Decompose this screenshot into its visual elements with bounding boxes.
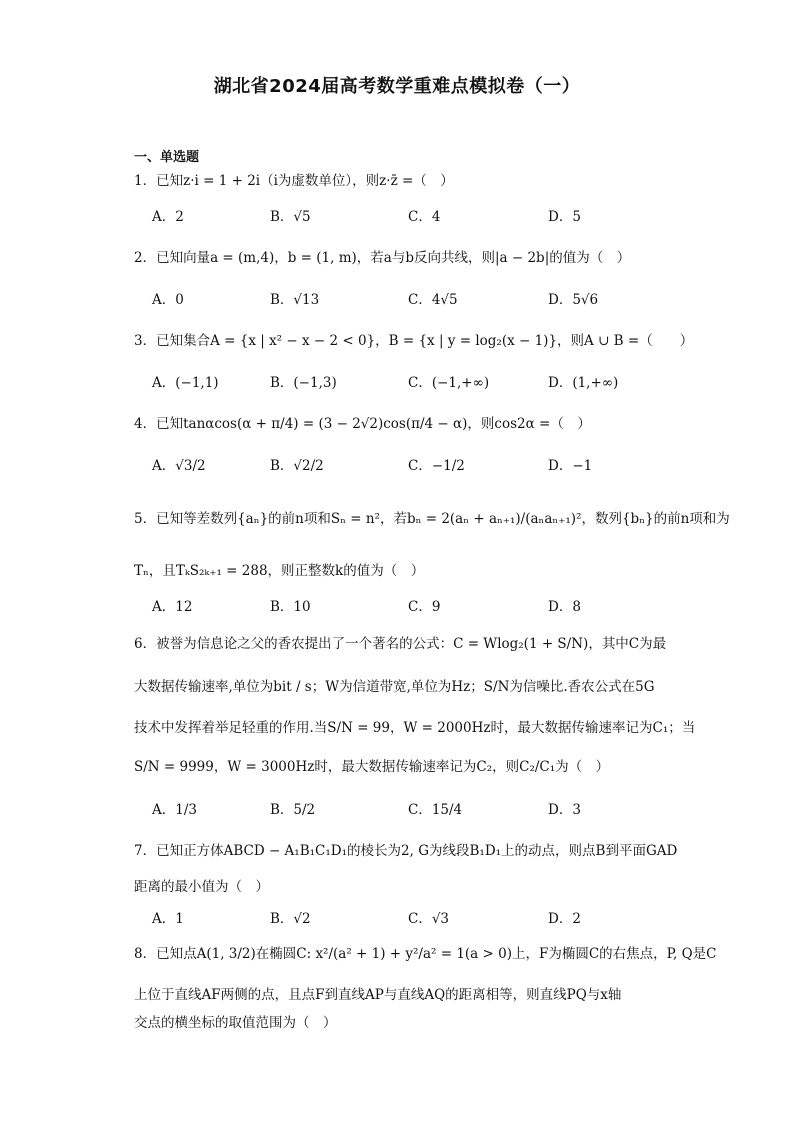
question-8-line-2: 上位于直线AF两侧的点，且点F到直线AP与直线AQ的距离相等，则直线PQ与x轴	[134, 987, 622, 1003]
question-5-line-2: Tₙ，且TₖS₂ₖ₊₁ = 288，则正整数k的值为（ ）	[134, 563, 425, 579]
question-2: 2．已知向量a = (m,4)，b = (1, m)，若a与b反向共线，则|a − 2b|的值为（ ）	[134, 250, 631, 266]
option-a[interactable]: A．1	[152, 911, 184, 927]
option-d[interactable]: D．2	[548, 911, 581, 927]
question-8-line-1: 8．已知点A(1, 3/2)在椭圆C: x²/(a² + 1) + y²/a² = 1(a > 0)上，F为椭圆C的右焦点，P, Q是C	[134, 946, 717, 962]
option-a[interactable]: A．√3/2	[152, 458, 206, 474]
option-c[interactable]: C．4	[408, 209, 441, 225]
question-7-options	[152, 909, 672, 935]
question-7-line-2: 距离的最小值为（ ）	[134, 879, 269, 895]
question-8-line-3: 交点的横坐标的取值范围为（ ）	[134, 1015, 337, 1031]
section-heading: 一、单选题	[134, 150, 200, 165]
option-b[interactable]: B．5/2	[270, 802, 316, 818]
question-5-line-1: 5．已知等差数列{aₙ}的前n项和Sₙ = n²，若bₙ = 2(aₙ + aₙ₊₁)/(aₙaₙ₊₁)²，数列{bₙ}的前n项和为	[134, 511, 730, 527]
question-6-line-1: 6．被誉为信息论之父的香农提出了一个著名的公式：C = Wlog₂(1 + S/N)，其中C为最	[134, 636, 667, 652]
option-a[interactable]: A．12	[152, 599, 193, 615]
question-2-options	[152, 290, 672, 316]
option-b[interactable]: B．(−1,3)	[270, 375, 337, 391]
option-c[interactable]: C．4√5	[408, 292, 458, 308]
question-4-options	[152, 456, 672, 482]
question-3: 3．已知集合A = {x | x² − x − 2 < 0}，B = {x | y = log₂(x − 1)}，则A ∪ B =（ ）	[134, 333, 694, 349]
option-a[interactable]: A．1/3	[152, 802, 197, 818]
option-b[interactable]: B．√5	[270, 209, 311, 225]
question-6-line-2: 大数据传输速率,单位为bit / s；W为信道带宽,单位为Hz；S/N为信噪比.香农公式在5G	[134, 679, 655, 695]
option-d[interactable]: D．−1	[548, 458, 593, 474]
option-d[interactable]: D．5	[548, 209, 581, 225]
question-1: 1．已知z·i = 1 + 2i（i为虚数单位），则z·z̄ =（ ）	[134, 173, 454, 189]
option-a[interactable]: A．0	[152, 292, 184, 308]
option-d[interactable]: D．3	[548, 802, 581, 818]
question-4: 4．已知tanαcos(α + π/4) = (3 − 2√2)cos(π/4 − α)，则cos2α =（ ）	[134, 416, 591, 432]
page-title: 湖北省2024届高考数学重难点模拟卷（一）	[213, 76, 581, 97]
option-b[interactable]: B．√2	[270, 911, 311, 927]
question-6-line-4: S/N = 9999，W = 3000Hz时，最大数据传输速率记为C₂，则C₂/C₁为（ ）	[134, 759, 610, 775]
question-7-line-1: 7．已知正方体ABCD − A₁B₁C₁D₁的棱长为2, G为线段B₁D₁上的动点，则点B到平面GAD	[134, 843, 678, 859]
option-d[interactable]: D．5√6	[548, 292, 599, 308]
option-b[interactable]: B．√13	[270, 292, 320, 308]
question-1-options	[152, 207, 672, 233]
question-3-options	[152, 373, 672, 399]
option-d[interactable]: D．8	[548, 599, 581, 615]
option-b[interactable]: B．√2/2	[270, 458, 324, 474]
option-d[interactable]: D．(1,+∞)	[548, 375, 619, 391]
option-a[interactable]: A．(−1,1)	[152, 375, 219, 391]
option-b[interactable]: B．10	[270, 599, 311, 615]
option-c[interactable]: C．15/4	[408, 802, 463, 818]
option-c[interactable]: C．−1/2	[408, 458, 465, 474]
question-6-options	[152, 800, 672, 826]
question-5-options	[152, 597, 672, 623]
option-c[interactable]: C．√3	[408, 911, 450, 927]
question-6-line-3: 技术中发挥着举足轻重的作用.当S/N = 99，W = 2000Hz时，最大数据传输速率记为C₁；当	[134, 720, 696, 736]
option-c[interactable]: C．9	[408, 599, 441, 615]
option-c[interactable]: C．(−1,+∞)	[408, 375, 490, 391]
option-a[interactable]: A．2	[152, 209, 184, 225]
